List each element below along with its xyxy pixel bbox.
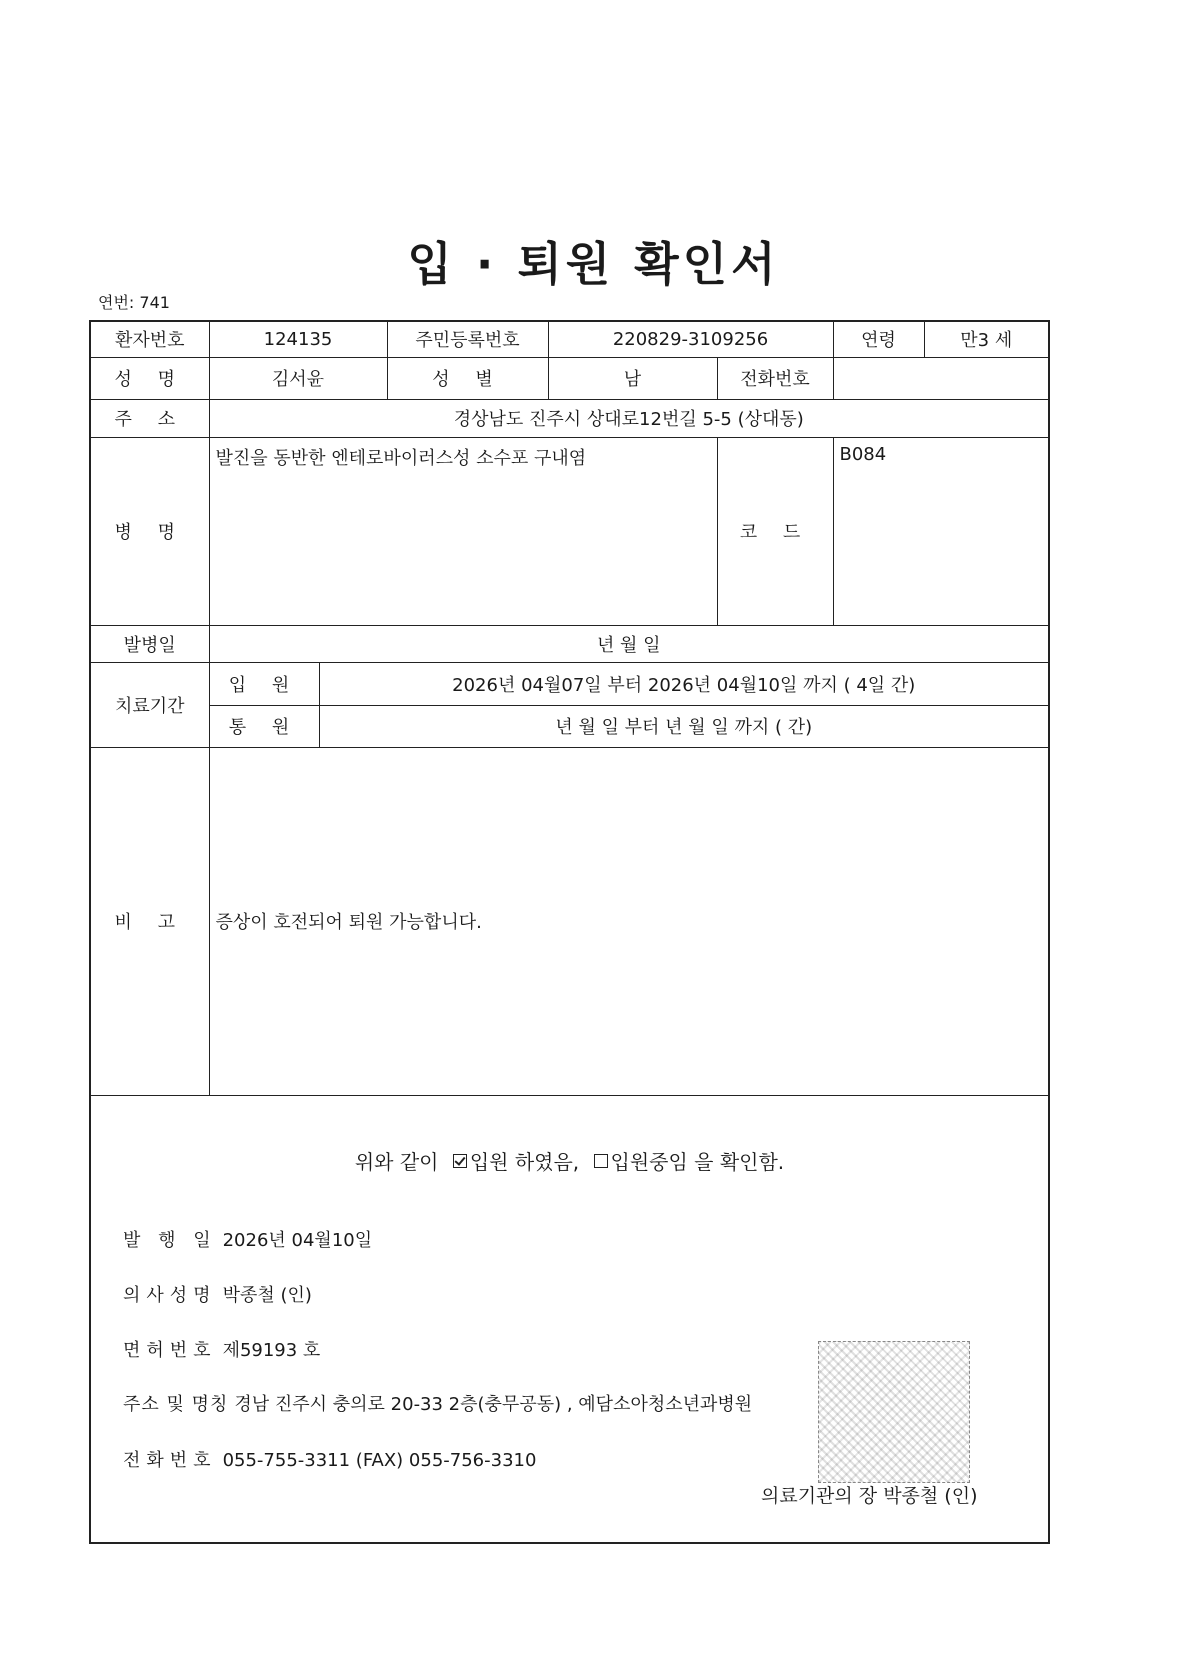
doctor-label: 의사성명: [123, 1284, 217, 1306]
hospital-seal-stamp: [818, 1341, 970, 1483]
name-value: 김서윤: [209, 357, 387, 399]
phone-label: 전화번호: [717, 357, 833, 399]
sex-value: 남: [548, 357, 717, 399]
telephone-line: [123, 1446, 536, 1472]
issue-date-value: 2026년 04월10일: [222, 1229, 373, 1251]
doctor-value: 박종철 (인): [222, 1284, 312, 1306]
address-value: 경상남도 진주시 상대로12번길 5-5 (상대동): [209, 399, 1048, 437]
confirm-option-admitted: 입원 하였음,: [469, 1149, 580, 1174]
patient-no-value: 124135: [209, 322, 387, 357]
age-label: 연령: [833, 322, 924, 357]
license-line: [123, 1336, 320, 1362]
issue-date-line: [123, 1226, 372, 1252]
license-value: 제59193 호: [222, 1339, 321, 1361]
treatment-period-label: 치료기간: [91, 662, 209, 747]
confirm-suffix: 을 확인함.: [694, 1149, 785, 1174]
confirm-option-inpatient: 입원중임: [610, 1149, 688, 1174]
onset-label: 발병일: [91, 625, 209, 662]
inpatient-period: 2026년 04월07일 부터 2026년 04월10일 까지 ( 4일 간): [319, 662, 1048, 705]
telephone-value: 055-755-3311 (FAX) 055-756-3310: [222, 1449, 537, 1471]
remarks-label: 비 고: [91, 747, 209, 1095]
telephone-label: 전화번호: [123, 1449, 217, 1471]
institution-head-signature: 의료기관의 장 박종철 (인): [761, 1484, 978, 1507]
doctor-line: [123, 1281, 312, 1307]
unchecked-box-icon: [594, 1154, 608, 1168]
issuance-section: [91, 1096, 1048, 1538]
document-title: 입 · 퇴원 확인서: [407, 237, 780, 291]
hospital-address-value: 경남 진주시 충의로 20-33 2층(충무공동) , 예담소아청소년과병원: [234, 1393, 753, 1415]
onset-value: 년 월 일: [209, 625, 1048, 662]
name-label: 성 명: [91, 357, 209, 399]
checked-box-icon: [453, 1154, 467, 1168]
remarks-value: 증상이 호전되어 퇴원 가능합니다.: [209, 747, 1048, 1095]
disease-label: 병 명: [91, 437, 209, 625]
certificate-frame: [89, 320, 1050, 1544]
inpatient-label: 입 원: [209, 662, 319, 705]
issue-date-label: 발 행 일: [123, 1229, 217, 1251]
disease-value: 발진을 동반한 엔테로바이러스성 소수포 구내염: [209, 437, 717, 625]
age-value: 만3 세: [924, 322, 1048, 357]
confirm-prefix: 위와 같이: [354, 1149, 439, 1174]
phone-value: [833, 357, 1048, 399]
license-label: 면허번호: [123, 1339, 217, 1361]
patient-info-table: [91, 322, 1048, 1096]
hospital-address-label: 주소 및 명칭: [123, 1393, 229, 1415]
confirmation-statement: [91, 1146, 1048, 1175]
sex-label: 성 별: [387, 357, 548, 399]
code-value: B084: [833, 437, 1048, 625]
serial-number: 연번: 741: [98, 293, 170, 312]
address-label: 주 소: [91, 399, 209, 437]
rrn-value: 220829-3109256: [548, 322, 833, 357]
outpatient-period: 년 월 일 부터 년 월 일 까지 ( 간): [319, 705, 1048, 747]
outpatient-label: 통 원: [209, 705, 319, 747]
patient-no-label: 환자번호: [91, 322, 209, 357]
hospital-address-line: [123, 1390, 752, 1416]
code-label: 코 드: [717, 437, 833, 625]
rrn-label: 주민등록번호: [387, 322, 548, 357]
